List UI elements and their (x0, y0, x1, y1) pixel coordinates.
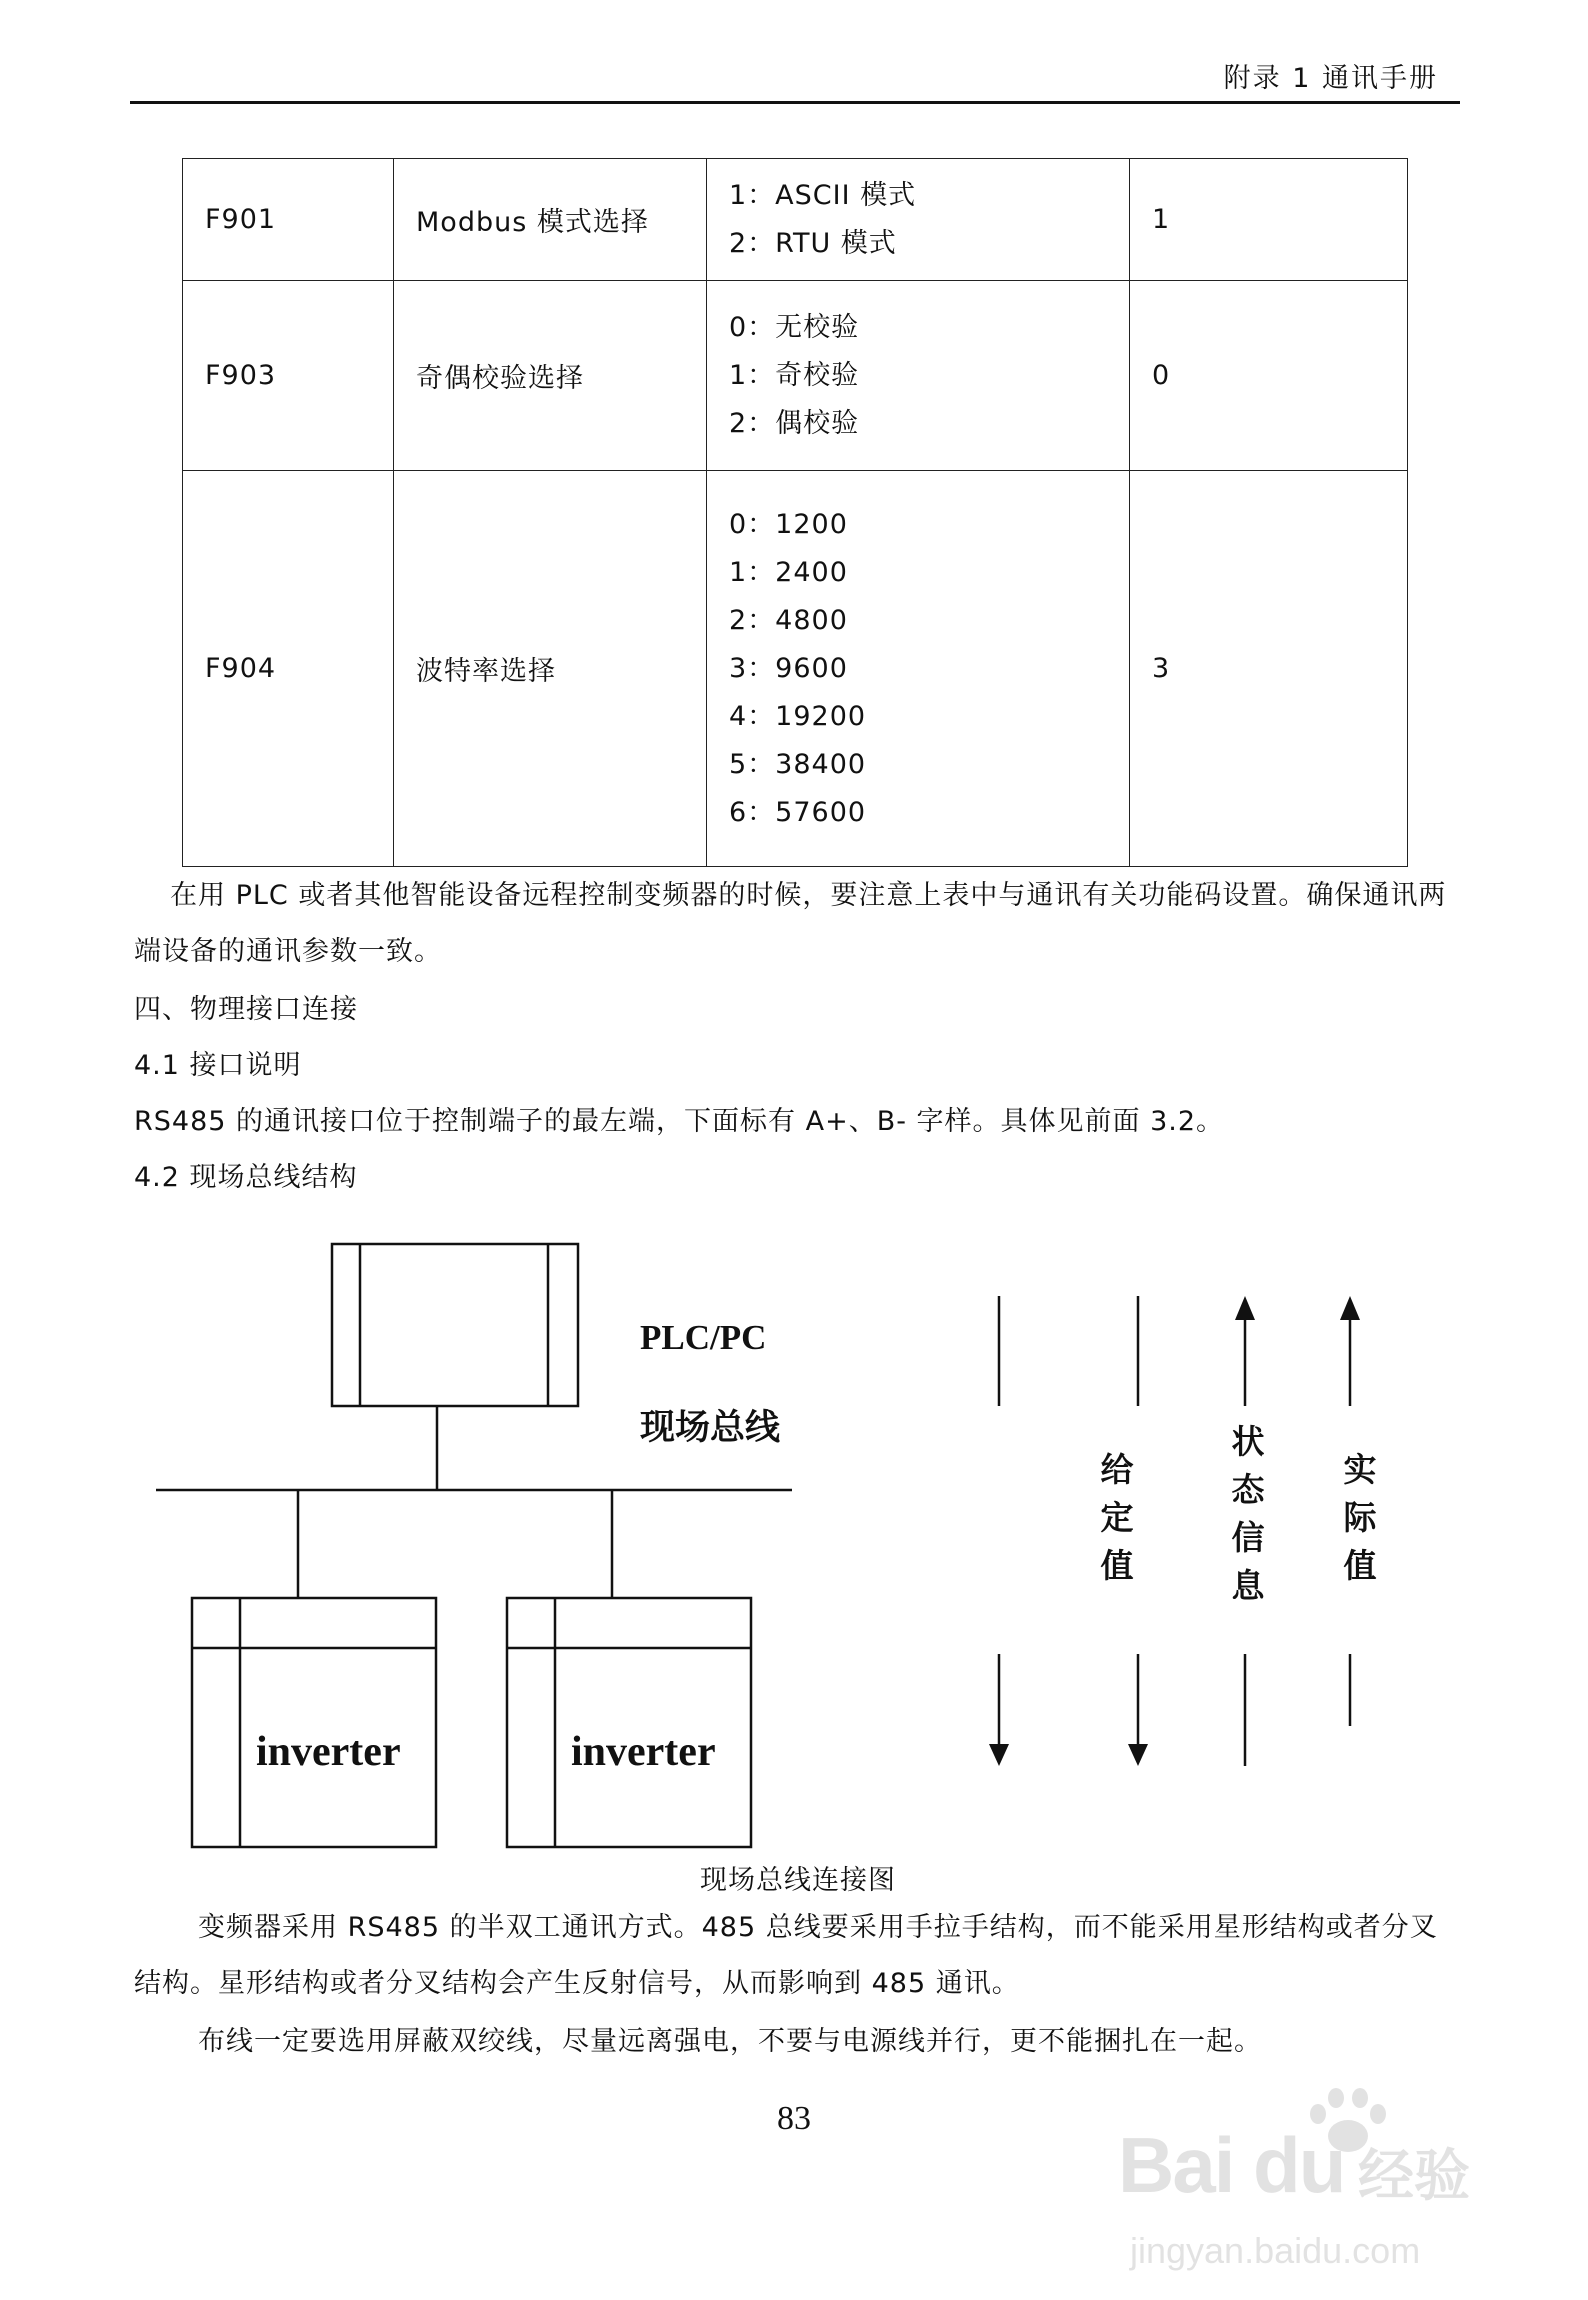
watermark-url: jingyan.baidu.com (1130, 2230, 1421, 2271)
paragraph-rs485-location: RS485 的通讯接口位于控制端子的最左端，下面标有 A+、B- 字样。具体见前面 3.2。 (134, 1106, 1225, 1137)
actual-value-label: 实际值 (1343, 1450, 1377, 1585)
section-heading-physical-interface: 四、物理接口连接 (134, 994, 358, 1025)
running-header: 附录 1 通讯手册 (1223, 63, 1438, 94)
default-value: 3 (1130, 471, 1408, 867)
arrow-up-head-2 (1340, 1296, 1360, 1320)
default-value: 0 (1130, 281, 1408, 471)
option-item: 1：2400 (729, 556, 848, 588)
option-item: 0：无校验 (729, 311, 860, 343)
option-item: 2：4800 (729, 604, 848, 636)
status-info-label: 状态信息 (1231, 1422, 1265, 1605)
paragraph-wiring: 布线一定要选用屏蔽双绞线，尽量远离强电，不要与电源线并行，更不能捆扎在一起。 (198, 2026, 1262, 2057)
arrow-up-head-1 (1235, 1296, 1255, 1320)
plc-pc-label: PLC/PC (640, 1318, 767, 1357)
option-item: 3：9600 (729, 652, 848, 684)
watermark-cn: 经验 (1358, 2144, 1470, 2209)
option-item: 1：ASCII 模式 (729, 179, 917, 211)
watermark-brand: Bai du (1118, 2121, 1345, 2209)
function-name: 奇偶校验选择 (394, 281, 707, 471)
paragraph-plc-settings: 在用 PLC 或者其他智能设备远程控制变频器的时候，要注意上表中与通讯有关功能码设置。确保通讯两端设备的通讯参数一致。 (134, 880, 1447, 967)
option-item: 1：奇校验 (729, 359, 860, 391)
option-item: 2：偶校验 (729, 407, 860, 439)
figure-caption: 现场总线连接图 (700, 1865, 896, 1896)
plc-box (332, 1244, 578, 1406)
paragraph-half-duplex: 变频器采用 RS485 的半双工通讯方式。485 总线要采用手拉手结构，而不能采用星形结构或者分叉结构。星形结构或者分叉结构会产生反射信号，从而影响到 485 通讯。 (134, 1912, 1438, 1999)
setpoint-label: 给定值 (1100, 1450, 1134, 1585)
function-name: 波特率选择 (394, 471, 707, 867)
inverter-box-1 (192, 1598, 436, 1847)
subsection-heading-bus-structure: 4.2 现场总线结构 (134, 1162, 358, 1193)
inverter-box-2 (507, 1598, 751, 1847)
default-value: 1 (1130, 159, 1408, 281)
function-code: F901 (183, 159, 394, 281)
inverter-label-2: inverter (571, 1729, 716, 1775)
page-number: 83 (777, 2100, 811, 2137)
function-code: F903 (183, 281, 394, 471)
function-code: F904 (183, 471, 394, 867)
arrow-down-head-1 (989, 1744, 1009, 1766)
option-item: 0：1200 (729, 508, 848, 540)
subsection-heading-interface: 4.1 接口说明 (134, 1050, 302, 1081)
option-item: 4：19200 (729, 700, 867, 732)
baidu-watermark (1108, 2080, 1508, 2280)
arrow-down-head-2 (1128, 1744, 1148, 1766)
option-item: 2：RTU 模式 (729, 227, 897, 259)
inverter-label-1: inverter (256, 1729, 401, 1775)
option-item: 5：38400 (729, 748, 867, 780)
fieldbus-label: 现场总线 (640, 1407, 781, 1448)
function-name: Modbus 模式选择 (394, 159, 707, 281)
option-item: 6：57600 (729, 796, 867, 828)
